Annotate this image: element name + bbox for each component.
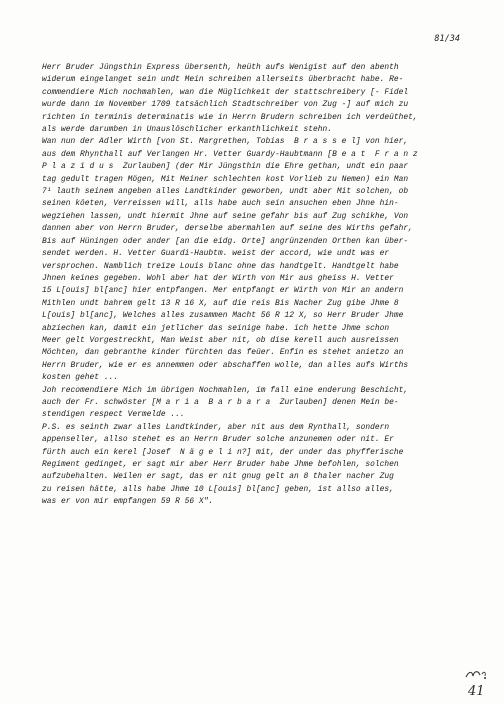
text-line: aus dem Rhynthall auf Verlangen Hr. Vetter Guardy-Haubtmann [B e a t F r a n z <box>42 149 418 159</box>
text-line: P l a z i d u s Zurlauben] (der Mir Jüngsthin die Ehre gethan, undt ein paar <box>42 162 409 172</box>
text-line: zu reisen hätte, alls habe Jhme 10 L[ouis] bl[anc] geben, ist allso alles, <box>42 484 394 494</box>
text-line: Bis auf Hüningen oder ander [an die eidg. Orte] angrünzenden Orthen kan über- <box>42 236 409 246</box>
text-line: sendet werden. H. Vetter Guardi-Haubtm. weist der accord, wie undt was er <box>42 249 390 259</box>
text-line: commendiere Mich nochmahlen, wan die Müglichkeit der stattschreibery [- Fidel <box>42 87 409 97</box>
text-line: versprochen. Namblich treize Louis blanc ohne das handtgelt. Handtgelt habe <box>42 261 399 271</box>
text-line: 15 L[ouis] bl[anc] hier entpfangen. Mer entpfangt er Wirth von Mir an andern <box>42 286 404 296</box>
text-line: Wan nun der Adler Wirth [von St. Margrethen, Tobias B r a s s e l] von hier, <box>42 137 409 147</box>
text-line: P.S. es seinth zwar alles Landtkinder, aber nit aus dem Rynthall, sondern <box>42 422 390 432</box>
text-line: dannen aber von Herrn Bruder, derselbe abermahlen auf seine des Wirths gefahr, <box>42 224 413 234</box>
handwritten-note: 41 <box>468 684 485 699</box>
text-line: abziechen kan, damit ein jetlicher das seinige habe. ich hette Jhme schon <box>42 323 390 333</box>
text-line: was er von mir empfangen 59 R 56 X". <box>42 497 214 507</box>
text-line: Herr Bruder Jüngsthin Express übersenth, heüth aufs Wenigist auf den abenth <box>42 63 399 72</box>
text-line: stendigen respect Vermelde ... <box>42 410 185 420</box>
text-line: aufzubehalten. Weilen er sagt, das er nit gnug gelt an 8 thaler nacher Zug <box>42 472 394 482</box>
text-line: Mithlen undt bahrem gelt 13 R 16 X, auf die reis Bis Nacher Zug gibe Jhme 8 <box>42 298 399 308</box>
paragraph <box>42 385 467 422</box>
text-line: kosten gehet ... <box>42 373 119 383</box>
text-line: fürth auch ein kerel [Josef N ä g e l i n?] mit, der under das phyfferische <box>42 447 404 457</box>
text-line: Jhnen keines gegeben. Wohl aber hat der Wirth von Mir aus gheiss H. Vetter <box>42 273 394 283</box>
text-line: Möchten, dan gebranthe kinder fürchten das feüer. Enfin es stehet anietzo an <box>42 348 404 358</box>
paragraph <box>42 136 467 384</box>
text-line: 7¹ lauth seinem angeben alles Landtkinder geworben, undt aber Mit solchen, ob <box>42 187 409 197</box>
text-line: widerum eingelanget sein undt Mein schreiben allerseits überbracht habe. Re- <box>42 75 404 85</box>
page-number: 81/34 <box>434 34 460 44</box>
text-line: seinen köeten, Verreissen will, alls habe auch sein ansuchen eben Jhne hin- <box>42 199 399 209</box>
text-line: L[ouis] bl[anc], Welches alles zusammen Macht 56 R 12 X, so Herr Bruder Jhme <box>42 311 404 321</box>
text-line: Herrn Bruder, wie er es annemmen oder abschaffen wolle, dan alles aufs Wirths <box>42 360 409 370</box>
text-line: auch der Fr. schwöster [M a r i a B a r b a r a Zurlauben] denen Mein be- <box>42 397 399 407</box>
paragraph <box>42 422 467 509</box>
transcription-body <box>42 62 467 509</box>
text-line: wurde dann im November 1709 tatsächlich Stadtschreiber von Zug -] auf mich zu <box>42 100 409 110</box>
text-line: wegziehen lassen, undt hiermit Jhne auf seine gefahr bis auf Zug schikhe, Von <box>42 211 409 221</box>
text-line: Meer gelt Vorgestreckht, Man Weist aber nit, ob dise kerell auch ausreissen <box>42 335 399 345</box>
text-line: Regiment gedinget, er sagt mir aber Herr Bruder habe Jhme befohlen, solchen <box>42 460 399 469</box>
text-line: als werde darumben in Unauslöschlicher erkanthlichkeit stehn. <box>42 125 333 135</box>
handwritten-folio-mark <box>460 665 490 699</box>
text-line: richten in terminis determinatis wie in Herrn Brudern schreiben ich verdeüthet, <box>42 112 418 122</box>
text-line: tag gedult tragen Mögen, Mit Meiner schlechten kost Vorlieb zu Nemen) ein Man <box>42 174 409 184</box>
text-line: appenseller, allso stehet es an Herrn Bruder solche anzunemen oder nit. Er <box>42 435 394 445</box>
paragraph <box>42 62 467 136</box>
text-line: Joh recomendiere Mich im übrigen Nochmahlen, im fall eine enderung Beschicht, <box>42 385 409 395</box>
